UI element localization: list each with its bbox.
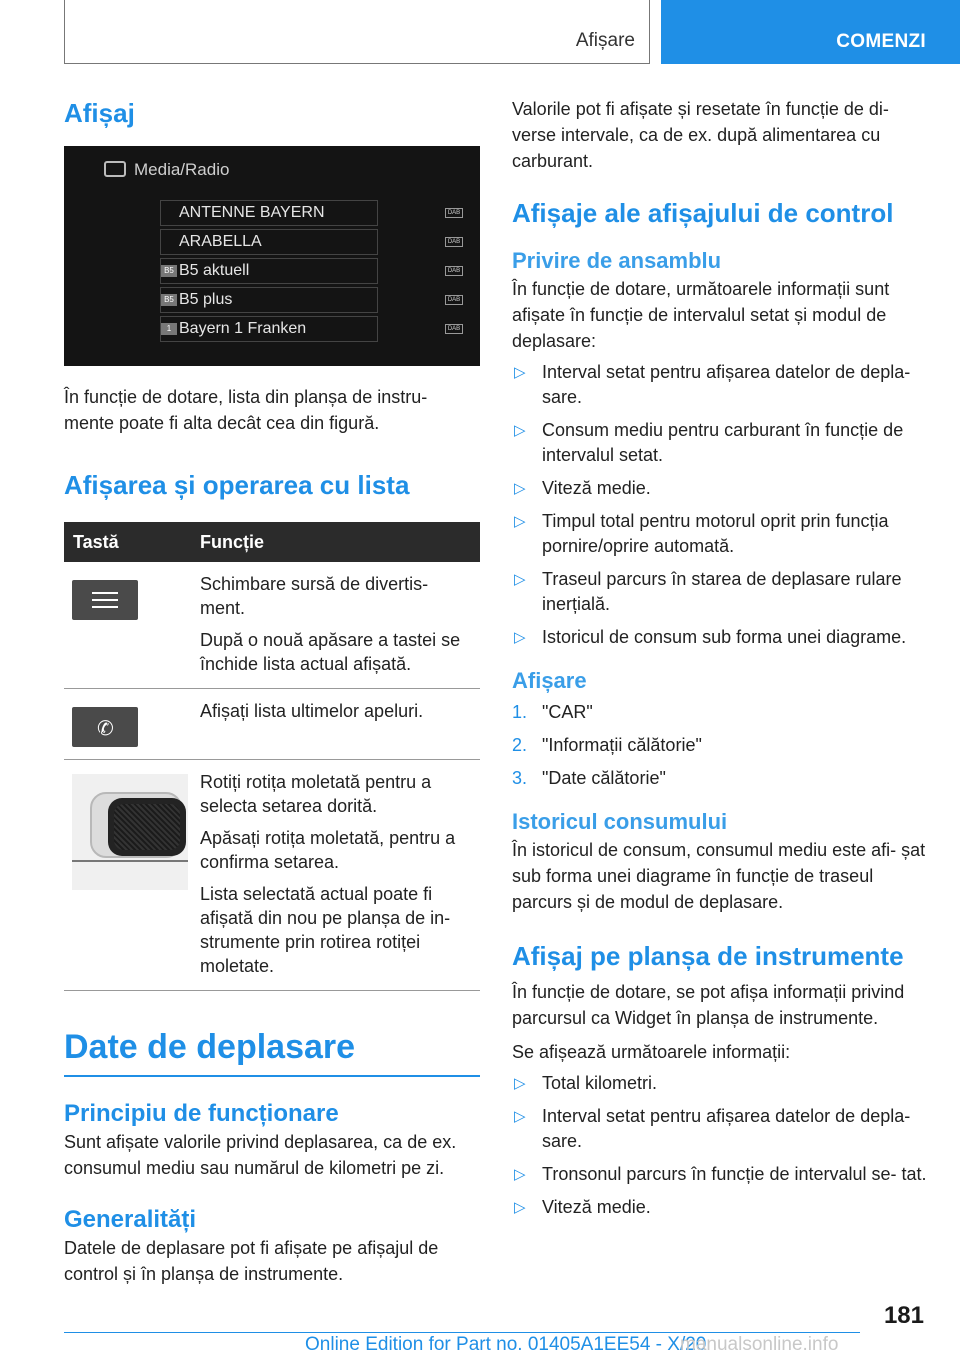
cluster-bullet-list — [512, 1071, 932, 1220]
media-icon — [104, 161, 126, 177]
heading-consumption-history: Istoricul consumului — [512, 809, 728, 834]
chapter-title-trip-data: Date de deplasare — [64, 1028, 356, 1066]
triangle-bullet-icon: ▷ — [514, 1166, 526, 1183]
triangle-bullet-icon: ▷ — [514, 513, 526, 530]
dab-icon: DAB — [445, 208, 463, 218]
instrument-cluster-text: În funcție de dotare, se pot afișa informații privind parcursul ca Widget în planșa de instrumente. — [512, 982, 905, 1028]
media-radio-screen-photo — [64, 146, 480, 366]
thumbwheel-icon — [72, 774, 188, 890]
table-header-function: Funcție — [191, 522, 480, 562]
station-logo-icon: B5 — [161, 265, 177, 277]
triangle-bullet-icon: ▷ — [514, 480, 526, 497]
photo-caption: În funcție de dotare, lista din planșa de instru‐ mente poate fi alta decât cea din figură. — [64, 387, 428, 433]
list-item: ▷ Istoricul de consum sub forma unei diagrame. — [512, 625, 932, 650]
heading-instrument-cluster: Afișaj pe planșa de instrumente — [512, 941, 904, 971]
heading-generalitati: Generalități — [64, 1206, 197, 1233]
table-cell-text: Schimbare sursă de divertis‐ ment. — [200, 574, 429, 618]
photo-list-row: B5 B5 aktuell DAB — [160, 258, 378, 284]
steps-list — [512, 700, 932, 791]
station-logo-icon: 1 — [161, 323, 177, 335]
table-row — [64, 562, 480, 689]
heading-principiu: Principiu de funcționare — [64, 1100, 339, 1127]
table-cell-text: După o nouă apăsare a tastei se închide lista actual afișată. — [200, 630, 461, 674]
triangle-bullet-icon: ▷ — [514, 1075, 526, 1092]
section-title-list: Afișarea și operarea cu lista — [64, 470, 410, 500]
dab-icon: DAB — [445, 237, 463, 247]
consumption-history-text: În istoricul de consum, consumul mediu este afi‐ șat sub forma unei diagrame în funcție de traseul parcurs și de modul de deplasare. — [512, 840, 926, 912]
key-function-table — [64, 522, 480, 991]
triangle-bullet-icon: ▷ — [514, 1199, 526, 1216]
table-cell-text: Lista selectată actual poate fi afișată din nou pe planșa de in‐ strumente prin rotirea rotiței moletate. — [200, 884, 451, 976]
right-column — [512, 96, 932, 1228]
photo-list-row: B5 B5 plus DAB — [160, 287, 378, 313]
header-chapter-label: COMENZI — [836, 31, 926, 52]
overview-bullet-list — [512, 360, 932, 650]
dab-icon: DAB — [445, 266, 463, 276]
table-cell-text: Rotiți rotița moletată pentru a selecta setarea dorită. — [200, 772, 432, 816]
dab-icon: DAB — [445, 324, 463, 334]
list-item: ▷ Interval setat pentru afișarea datelor de depla‐ sare. — [514, 362, 911, 407]
list-item: 2. "Informații călătorie" — [512, 735, 702, 755]
triangle-bullet-icon: ▷ — [514, 629, 526, 646]
table-header-key: Tastă — [64, 522, 191, 562]
page-header — [0, 0, 960, 66]
footer-watermark: manualsonline.info — [680, 1334, 839, 1355]
header-section-label: Afișare — [575, 30, 635, 51]
list-item: 3. "Date călătorie" — [512, 768, 666, 788]
table-row — [64, 689, 480, 760]
table-cell-text: Apăsați rotița moletată, pentru a confirma setarea. — [200, 828, 456, 872]
title-divider — [64, 1075, 480, 1077]
table-row — [64, 760, 480, 991]
list-item: ▷ Tronsonul parcurs în funcție de intervalul se‐ tat. — [512, 1162, 932, 1187]
station-logo-icon: B5 — [161, 294, 177, 306]
list-item: ▷ Traseul parcurs în starea de deplasare rulare inerțială. — [514, 569, 902, 614]
triangle-bullet-icon: ▷ — [514, 422, 526, 439]
heading-control-display: Afișaje ale afișajului de control — [512, 198, 894, 228]
section-title-afisaj: Afișaj — [64, 98, 135, 128]
list-item: ▷ Viteză medie. — [512, 476, 932, 501]
list-item: ▷ Consum mediu pentru carburant în funcție de intervalul setat. — [514, 420, 904, 465]
left-column — [64, 96, 480, 1287]
heading-overview: Privire de ansamblu — [512, 248, 722, 273]
table-cell-text: Afișați lista ultimelor apeluri. — [200, 701, 424, 721]
overview-text: În funcție de dotare, următoarele informații sunt afișate în funcție de intervalul setat și modul de deplasare: — [512, 279, 890, 351]
photo-list-row: ANTENNE BAYERN DAB — [160, 200, 378, 226]
list-item: ▷ Timpul total pentru motorul oprit prin funcția pornire/oprire automată. — [514, 511, 889, 556]
photo-heading: Media/Radio — [104, 160, 229, 180]
triangle-bullet-icon: ▷ — [514, 364, 526, 381]
footer-edition: Online Edition for Part no. 01405A1EE54 - X/20 — [305, 1334, 707, 1355]
instrument-cluster-text-2: Se afișează următoarele informații: — [512, 1042, 791, 1062]
header-section-tab — [64, 0, 650, 64]
footer-divider — [64, 1332, 860, 1333]
list-item: ▷ Interval setat pentru afișarea datelor de depla‐ sare. — [514, 1106, 911, 1151]
photo-list-row: 1 Bayern 1 Franken DAB — [160, 316, 378, 342]
phone-button-icon: ✆ — [72, 707, 138, 747]
list-item: ▷ Total kilometri. — [512, 1071, 932, 1096]
list-item: 1. "CAR" — [512, 702, 593, 722]
generalitati-text: Datele de deplasare pot fi afișate pe afișajul de control și în planșa de instrumente. — [64, 1238, 439, 1284]
photo-list-row: ARABELLA DAB — [160, 229, 378, 255]
page-number: 181 — [883, 1302, 924, 1329]
heading-afisare: Afișare — [512, 668, 587, 693]
dab-icon: DAB — [445, 295, 463, 305]
media-list-button-icon — [72, 580, 138, 620]
list-item: ▷ Viteză medie. — [512, 1195, 932, 1220]
triangle-bullet-icon: ▷ — [514, 571, 526, 588]
principiu-text: Sunt afișate valorile privind deplasarea, ca de ex. consumul mediu sau numărul de kilometri pe zi. — [64, 1132, 457, 1178]
triangle-bullet-icon: ▷ — [514, 1108, 526, 1125]
intro-text: Valorile pot fi afișate și resetate în funcție de di‐ verse intervale, ca de ex. după alimentarea cu carburant. — [512, 99, 889, 171]
header-chapter-tab — [661, 0, 960, 64]
